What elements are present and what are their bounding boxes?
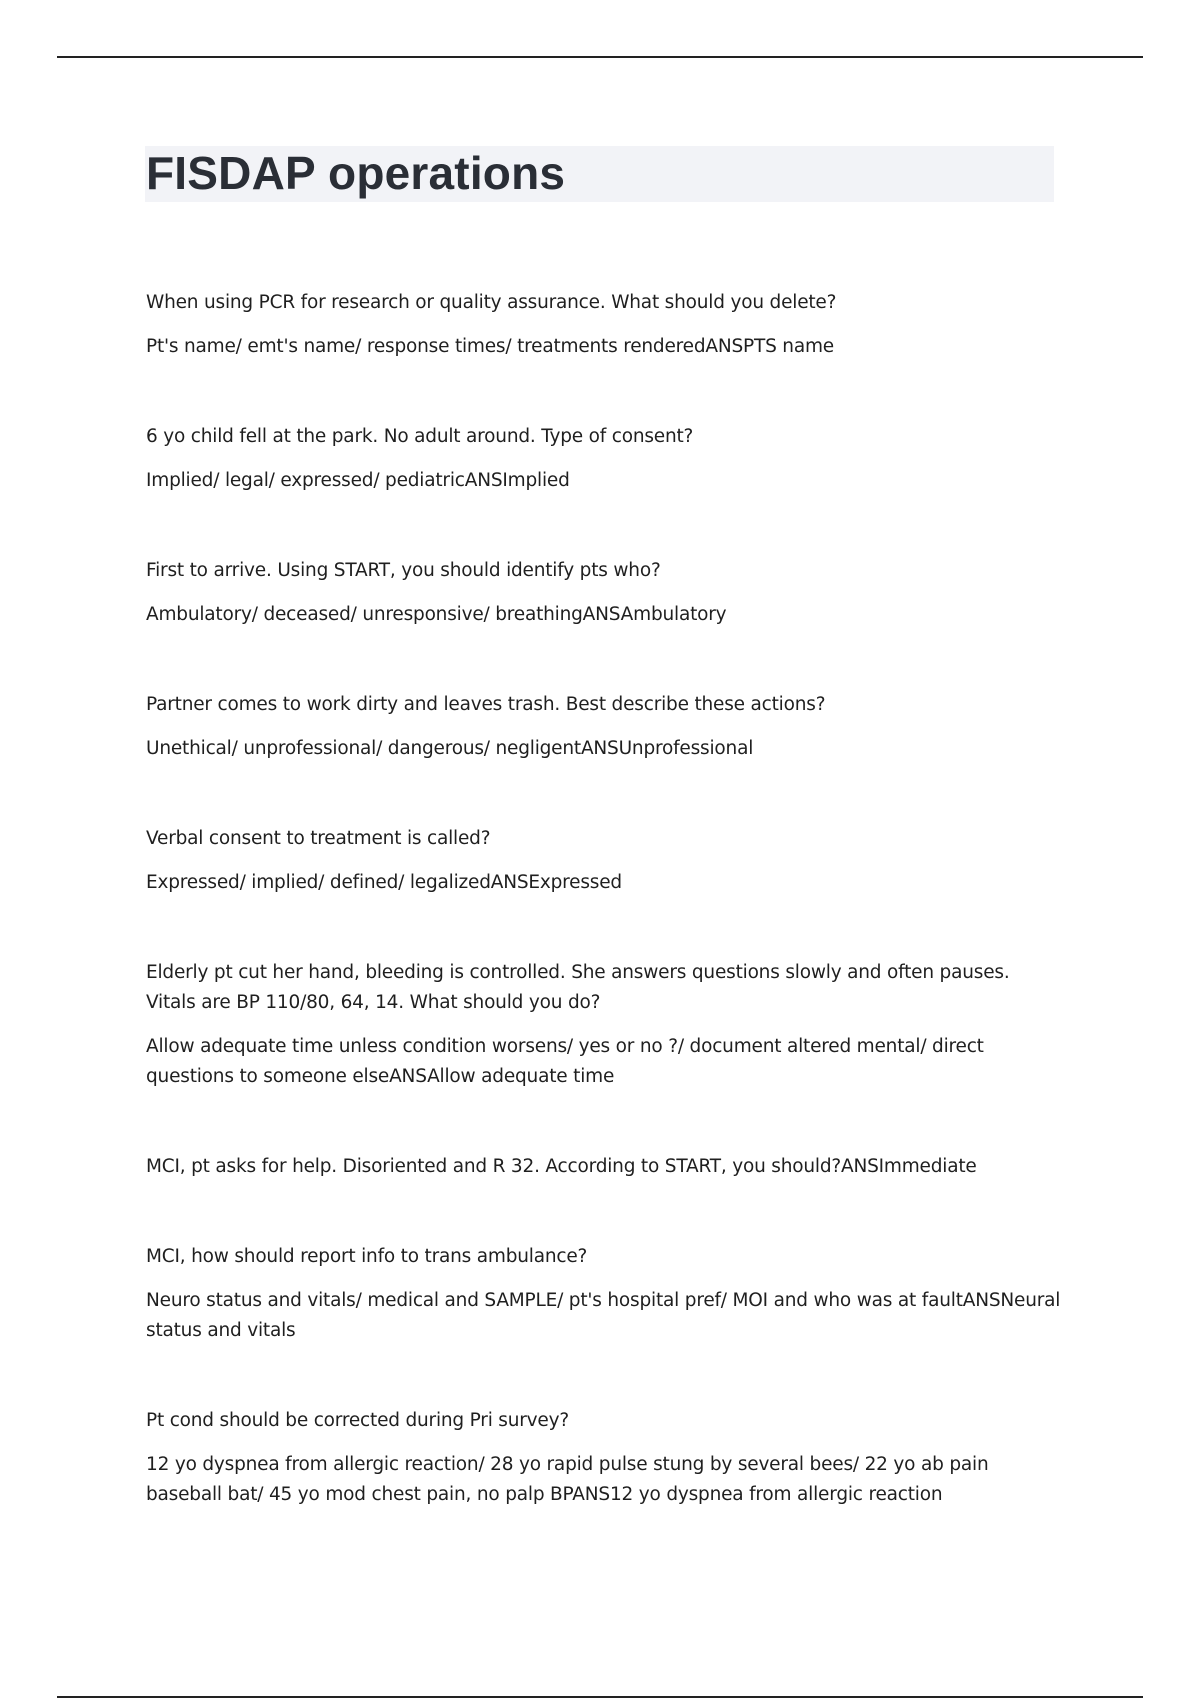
- answer-text: Allow adequate time unless condition worsens/ yes or no ?/ document altered mental/ direct questions to someone elseANSAllow adequate time: [146, 1036, 984, 1087]
- question-text: MCI, how should report info to trans ambulance?: [146, 1246, 588, 1267]
- question-text: Verbal consent to treatment is called?: [146, 828, 491, 849]
- qa-item: [146, 1242, 1061, 1346]
- answer-text: Implied/ legal/ expressed/ pediatricANSImplied: [146, 470, 570, 491]
- question-text: 6 yo child fell at the park. No adult around. Type of consent?: [146, 426, 694, 447]
- question-text: First to arrive. Using START, you should identify pts who?: [146, 560, 661, 581]
- question-text: Elderly pt cut her hand, bleeding is controlled. She answers questions slowly and often pauses. Vitals are BP 110/80, 64, 14. What should you do?: [146, 962, 1010, 1013]
- question-text: Pt cond should be corrected during Pri survey?: [146, 1410, 569, 1431]
- question-text: MCI, pt asks for help. Disoriented and R 32. According to START, you should?ANSImmediate: [146, 1156, 977, 1177]
- qa-item: [146, 422, 1061, 496]
- answer-text: 12 yo dyspnea from allergic reaction/ 28 yo rapid pulse stung by several bees/ 22 yo ab pain baseball bat/ 45 yo mod chest pain, no palp BPANS12 yo dyspnea from allergic reaction: [146, 1454, 989, 1505]
- qa-item: [146, 824, 1061, 898]
- bottom-divider: [57, 1696, 1143, 1698]
- qa-item: [146, 1152, 1061, 1182]
- answer-text: Pt's name/ emt's name/ response times/ treatments renderedANSPTS name: [146, 336, 834, 357]
- qa-item: [146, 288, 1061, 362]
- question-text: When using PCR for research or quality assurance. What should you delete?: [146, 292, 837, 313]
- answer-text: Ambulatory/ deceased/ unresponsive/ breathingANSAmbulatory: [146, 604, 727, 625]
- qa-item: [146, 958, 1061, 1092]
- top-divider: [57, 56, 1143, 58]
- question-text: Partner comes to work dirty and leaves trash. Best describe these actions?: [146, 694, 826, 715]
- qa-item: [146, 556, 1061, 630]
- answer-text: Expressed/ implied/ defined/ legalizedANSExpressed: [146, 872, 622, 893]
- page-title: FISDAP operations: [146, 147, 566, 199]
- qa-item: [146, 690, 1061, 764]
- answer-text: Neuro status and vitals/ medical and SAMPLE/ pt's hospital pref/ MOI and who was at faultANSNeural status and vitals: [146, 1290, 1061, 1341]
- answer-text: Unethical/ unprofessional/ dangerous/ negligentANSUnprofessional: [146, 738, 754, 759]
- qa-item: [146, 1406, 1061, 1510]
- qa-list: [146, 288, 1061, 1570]
